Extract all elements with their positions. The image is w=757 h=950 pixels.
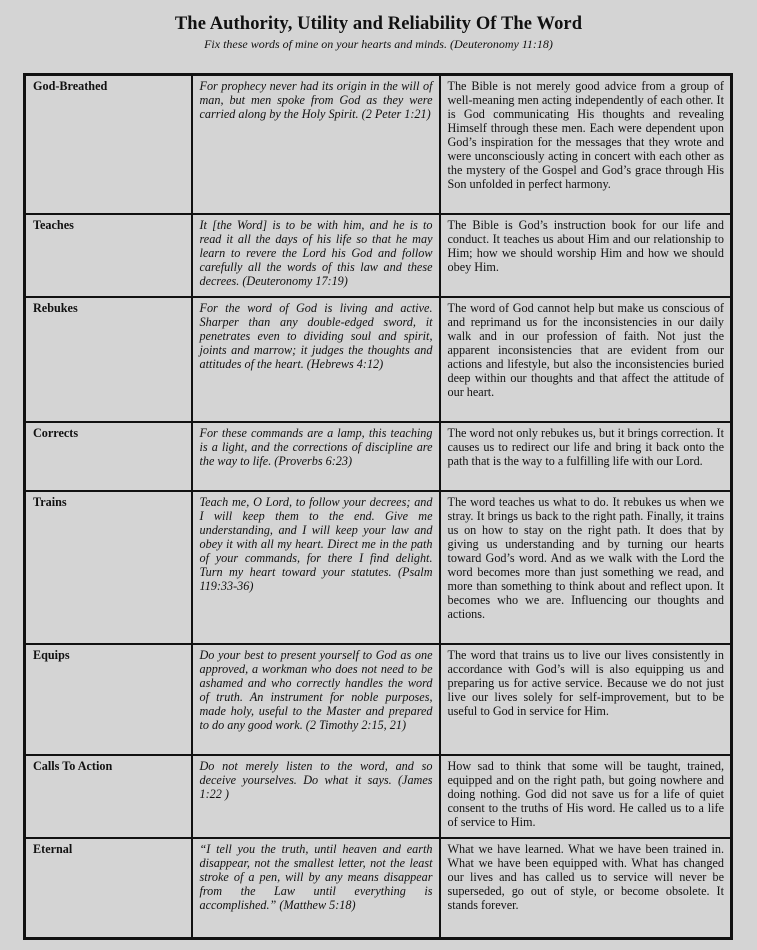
row-label: Trains: [25, 491, 192, 644]
row-label: Teaches: [25, 214, 192, 297]
table-row: [25, 491, 732, 644]
table-row: [25, 297, 732, 422]
row-verse: For prophecy never had its origin in the will of man, but men spoke from God as they were carried along by the Holy Spirit. (2 Peter 1:21): [192, 75, 440, 214]
row-verse: For the word of God is living and active. Sharper than any double-edged sword, it penetrates even to dividing soul and spirit, joints and marrow; it judges the thoughts and attitudes of the heart. (Hebrews 4:12): [192, 297, 440, 422]
page-subtitle: Fix these words of mine on your hearts and minds. (Deuteronomy 11:18): [204, 37, 553, 51]
table-row: [25, 644, 732, 755]
row-note: The Bible is not merely good advice from a group of well-meaning men acting independently of each other. It is God communicating His thoughts and revealing Himself through these men. Each were dependent upon God’s inspiration for the messages that they wrote and were unconsciously acting in concert with each other as the mystery of the Gospel and God’s grace through His Son unfolded in perfect harmony.: [440, 75, 732, 214]
row-label: Rebukes: [25, 297, 192, 422]
table-row: [25, 75, 732, 214]
row-note: The word not only rebukes us, but it brings correction. It causes us to redirect our life and bring it back onto the path that is the way to a fulfilling life with our Lord.: [440, 422, 732, 491]
row-verse: For these commands are a lamp, this teaching is a light, and the corrections of discipline are the way to life. (Proverbs 6:23): [192, 422, 440, 491]
table-row: [25, 755, 732, 838]
row-verse: It [the Word] is to be with him, and he is to read it all the days of his life so that he may learn to revere the Lord his God and follow carefully all the words of this law and these decrees. (Deuteronomy 17:19): [192, 214, 440, 297]
row-label: Equips: [25, 644, 192, 755]
row-label: God-Breathed: [25, 75, 192, 214]
row-note: What we have learned. What we have been trained in. What we have been equipped with. What has changed our lives and has called us to service will never be superseded, go out of style, or become obsolete. It stands forever.: [440, 838, 732, 939]
page-title: The Authority, Utility and Reliability Of The Word: [174, 14, 583, 34]
row-note: The word that trains us to live our lives consistently in accordance with God’s will is also equipping us and preparing us for active service. Because we do not just live our lives solely for self-improvement, but to be useful to God in service for Him.: [440, 644, 732, 755]
row-verse: Do your best to present yourself to God as one approved, a workman who does not need to be ashamed and who correctly handles the word of truth. An instrument for noble purposes, made holy, useful to the Master and prepared to do any good work. (2 Timothy 2:15, 21): [192, 644, 440, 755]
row-label: Calls To Action: [25, 755, 192, 838]
table-row: [25, 422, 732, 491]
row-verse: Teach me, O Lord, to follow your decrees; and I will keep them to the end. Give me understanding, and I will keep your law and obey it with all my heart. Direct me in the path of your commands, for there I find delight. Turn my heart toward your statutes. (Psalm 119:33-36): [192, 491, 440, 644]
row-note: The Bible is God’s instruction book for our life and conduct. It teaches us about Him and our relationship to Him; how we should worship Him and how we should obey Him.: [440, 214, 732, 297]
table-row: [25, 214, 732, 297]
row-label: Corrects: [25, 422, 192, 491]
row-note: The word teaches us what to do. It rebukes us when we stray. It brings us back to the right path. Finally, it trains us on how to stay on the right path. It does that by giving us understanding and by turning our hearts toward God’s word. And as we walk with the Lord the word becomes more than just something we read, and more than something to think about and reflect upon. It becomes who we are. Influencing our thoughts and actions.: [440, 491, 732, 644]
table-row: [25, 838, 732, 939]
row-label: Eternal: [25, 838, 192, 939]
row-note: The word of God cannot help but make us conscious of and reprimand us for the inconsistencies in our daily walk and in our profession of faith. Not just the apparent inconsistencies that are evident from our actions and lifestyle, but also the inconsistencies buried deep within our thoughts and that affect the attitude of our heart.: [440, 297, 732, 422]
row-verse: Do not merely listen to the word, and so deceive yourselves. Do what it says. (James 1:22 ): [192, 755, 440, 838]
word-table: [23, 73, 733, 940]
row-note: How sad to think that some will be taught, trained, equipped and on the right path, but going nowhere and doing nothing. God did not save us for a life of quiet consent to the truths of His word. He called us to a life of service to Him.: [440, 755, 732, 838]
row-verse: “I tell you the truth, until heaven and earth disappear, not the smallest letter, not the least stroke of a pen, will by any means disappear from the Law until everything is accomplished.” (Matthew 5:18): [192, 838, 440, 939]
